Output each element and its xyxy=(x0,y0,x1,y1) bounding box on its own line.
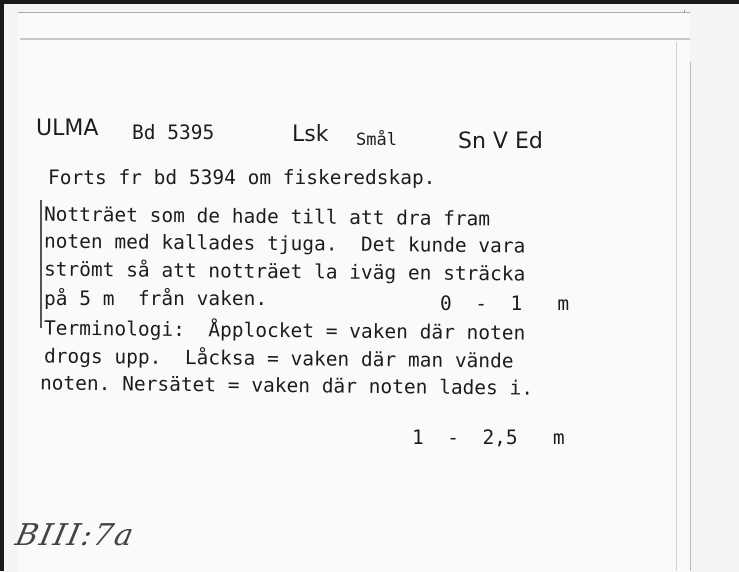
depth-measure-1: 0 - 1 m xyxy=(440,292,570,315)
card-right-rule xyxy=(676,42,677,571)
margin-mark xyxy=(40,200,42,328)
scan-border-top xyxy=(0,0,739,4)
depth-measure-2: 1 - 2,5 m xyxy=(412,426,565,449)
body-line-4: på 5 m från vaken. xyxy=(44,287,268,310)
parish-code: Sn V Ed xyxy=(458,129,543,154)
terminology-line-2: drogs upp. Låcksa = vaken där man vände xyxy=(43,344,514,373)
category-code: Lsk xyxy=(292,122,329,147)
archive-code: ULMA xyxy=(36,116,99,141)
terminology-line-3: noten. Nersätet = vaken där noten lades i. xyxy=(39,371,534,400)
province-code: Smål xyxy=(356,130,397,150)
body-line-2: noten med kallades tjuga. Det kunde vara xyxy=(43,229,526,258)
card-top-rule xyxy=(20,38,690,40)
scan-border-left xyxy=(0,0,4,571)
body-line-1: Notträet som de hade till att dra fram xyxy=(43,202,491,231)
terminology-line-1: Terminologi: Åpplocket = vaken där noten xyxy=(43,316,526,345)
handwritten-catalog-note: BIII:7a xyxy=(12,518,139,553)
body-line-3: strömt så att notträet la iväg en sträcka xyxy=(43,257,526,286)
card-subtitle: Forts fr bd 5394 om fiskeredskap. xyxy=(48,166,436,189)
background-card-edge xyxy=(690,62,691,571)
volume-number: Bd 5395 xyxy=(132,121,215,144)
